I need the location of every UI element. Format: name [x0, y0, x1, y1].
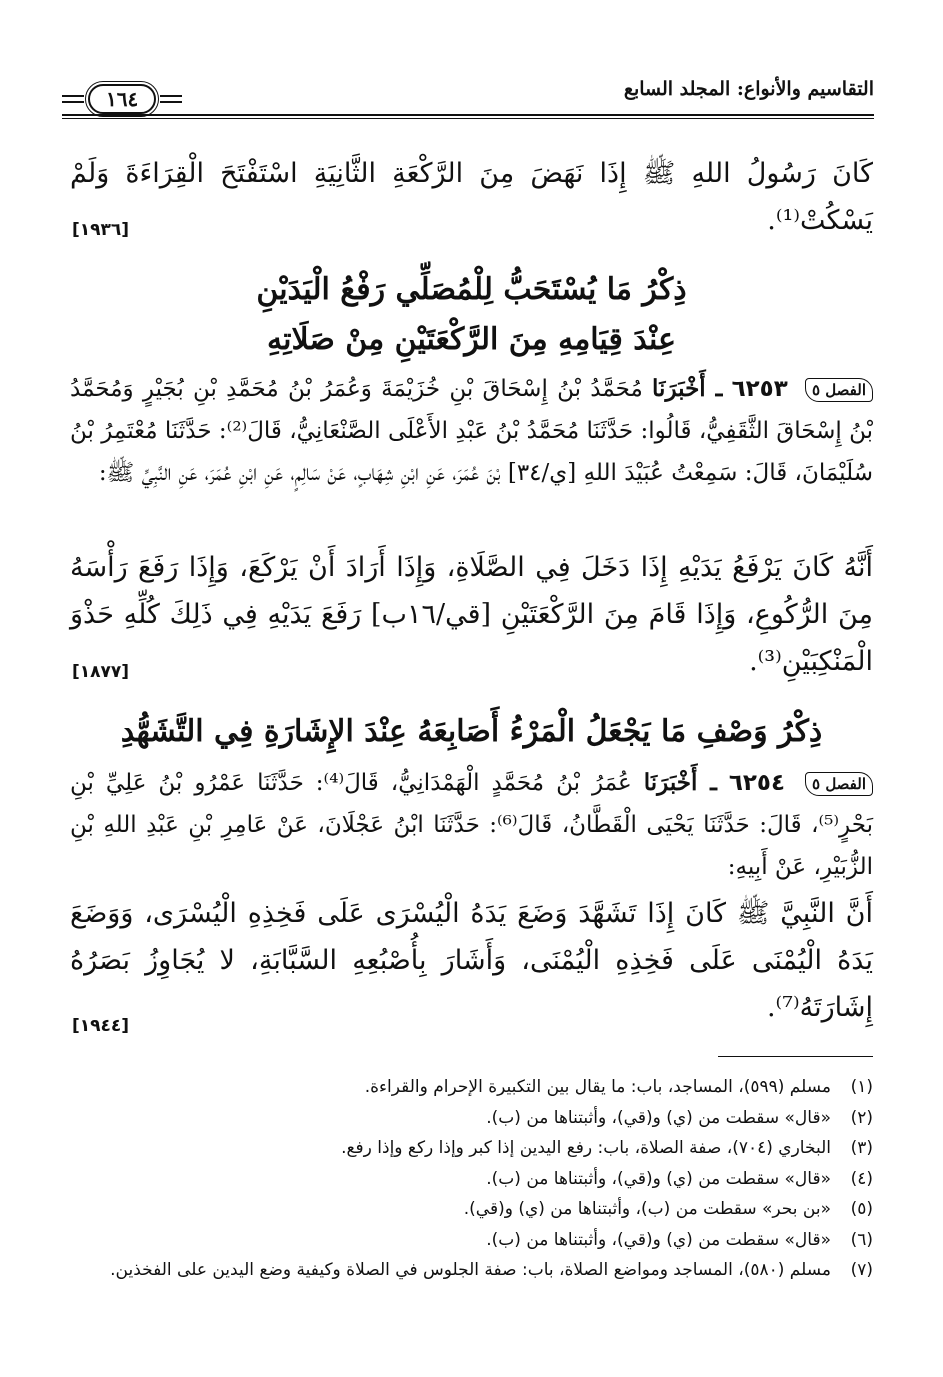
hadith-6254-isnad — [70, 762, 873, 888]
footnote: (٤) «قال» سقطت من (ي) و(قي)، وأثبتناها من (ب). — [486, 1168, 873, 1189]
footnote: (٥) «بن بحر» سقطت من (ب)، وأثبتناها من (ي) و(قي). — [463, 1199, 873, 1219]
fasl-marker: الفصل ٥ — [805, 772, 873, 796]
footnote: (٣) البخاري (٧٠٤)، صفة الصلاة، باب: رفع اليدين إذا كبر وإذا ركع وإذا رفع. — [341, 1138, 873, 1158]
intro-reference: [١٩٣٦] — [72, 220, 130, 240]
footnote: (١) مسلم (٥٩٩)، المساجد، باب: ما يقال بين التكبيرة الإحرام والقراءة. — [364, 1077, 873, 1097]
intro-hadith-text: كَانَ رَسُولُ اللهِ ﷺ إِذَا نَهَضَ مِنَ الرَّكْعَةِ الثَّانِيَةِ اسْتَفْتَحَ الْقِرَاءَةَ وَلَمْ يَسْكُتْ⁽¹⁾. — [70, 158, 873, 236]
isnad-text: مُحَمَّدُ بْنُ إِسْحَاقَ بْنِ خُزَيْمَةَ وَعُمَرُ بْنُ مُحَمَّدِ بْنِ بُجَيْرٍ وَمُحَمَّدُ بْنُ إِسْحَاقَ الثَّقَفِيُّ، قَالُوا: حَدَّثَنَا مُحَمَّدُ بْنُ عَبْدِ الأَعْلَى الصَّنْعَانِيُّ، قَالَ⁽²⁾: حَدَّثَنَا مُعْتَمِرُ بْنُ سُلَيْمَانَ، قَالَ: سَمِعْتُ عُبَيْدَ اللهِ [ي/٣٤] بْنَ عُمَرَ، عَنِ ابْنِ شِهَابٍ، عَنْ سَالِمٍ، عَنِ ابْنِ عُمَرَ، عَنِ النَّبِيِّ ﷺ: — [70, 376, 873, 486]
section1-heading-line2: عِنْدَ قِيَامِهِ مِنَ الرَّكْعَتَيْنِ مِنْ صَلَاتِهِ — [267, 322, 676, 357]
hadith-6254-matn: أَنَّ النَّبِيَّ ﷺ كَانَ إِذَا تَشَهَّدَ وَضَعَ يَدَهُ الْيُسْرَى عَلَى فَخِذِهِ الْيُسْرَى، وَوَضَعَ يَدَهُ الْيُمْنَى عَلَى فَخِذِهِ الْيُمْنَى، وَأَشَارَ بِأُصْبُعِهِ السَّبَّابَةِ، لا يُجَاوِزُ بَصَرُهُ إِشَارَتَهُ⁽⁷⁾. — [70, 898, 873, 1023]
akhbarana-label: ـ أَخْبَرَنَا — [652, 375, 723, 402]
hadith-6254-reference: [١٩٤٤] — [72, 1016, 130, 1036]
hadith-6253-isnad — [70, 368, 873, 494]
page-number: ١٦٤ — [88, 84, 156, 114]
running-title: التقاسيم والأنواع: المجلد السابع — [623, 78, 874, 100]
page-number-frame — [62, 84, 182, 114]
hadith-6253-matn: أَنَّهُ كَانَ يَرْفَعُ يَدَيْهِ إِذَا دَخَلَ فِي الصَّلَاةِ، وَإِذَا أَرَادَ أَنْ يَرْكَعَ، وَإِذَا رَفَعَ رَأْسَهُ مِنَ الرُّكُوعِ، وَإِذَا قَامَ مِنَ الرَّكْعَتَيْنِ [قي/١٦ب] رَفَعَ يَدَيْهِ فِي ذَلِكَ كُلِّهِ حَذْوَ الْمَنْكِبَيْنِ⁽³⁾. — [70, 552, 874, 677]
footnote: (٧) مسلم (٥٨٠)، المساجد ومواضع الصلاة، باب: صفة الجلوس في الصلاة وكيفية وضع اليدين على الفخذين. — [110, 1260, 873, 1280]
footnote-separator — [718, 1056, 873, 1057]
fasl-marker: الفصل ٥ — [805, 378, 873, 402]
akhbarana-label: ـ أَخْبَرَنَا — [643, 769, 717, 796]
footnote: (٢) «قال» سقطت من (ي) و(قي)، وأثبتناها من (ب). — [486, 1107, 873, 1128]
isnad-text: عُمَرُ بْنُ مُحَمَّدٍ الْهَمْدَانِيُّ، قَالَ⁽⁴⁾: حَدَّثَنَا عَمْرُو بْنُ عَلِيِّ بْنِ بَحْرٍ⁽⁵⁾، قَالَ: حَدَّثَنَا يَحْيَى الْقَطَّانُ، قَالَ⁽⁶⁾: حَدَّثَنَا ابْنُ عَجْلَانَ، عَنْ عَامِرِ بْنِ عَبْدِ اللهِ بْنِ الزُّبَيْرِ، عَنْ أَبِيهِ: — [70, 770, 873, 880]
footnote: (٦) «قال» سقطت من (ي) و(قي)، وأثبتناها من (ب). — [486, 1229, 873, 1250]
ornament-lines-left — [62, 95, 84, 103]
ornament-lines-right — [160, 95, 182, 103]
section1-heading-line1: ذِكْرُ مَا يُسْتَحَبُّ لِلْمُصَلِّي رَفْعُ الْيَدَيْنِ — [256, 272, 687, 307]
section2-heading: ذِكْرُ وَصْفِ مَا يَجْعَلُ الْمَرْءُ أَصَابِعَهُ عِنْدَ الإِشَارَةِ فِي التَّشَهُّدِ — [120, 714, 823, 749]
footnotes — [70, 1072, 873, 1286]
page-header — [62, 70, 874, 126]
hadith-number: ٦٢٥٤ — [728, 770, 786, 796]
hadith-6253-reference: [١٨٧٧] — [72, 662, 130, 682]
header-rule — [62, 114, 874, 119]
hadith-number: ٦٢٥٣ — [731, 376, 788, 402]
